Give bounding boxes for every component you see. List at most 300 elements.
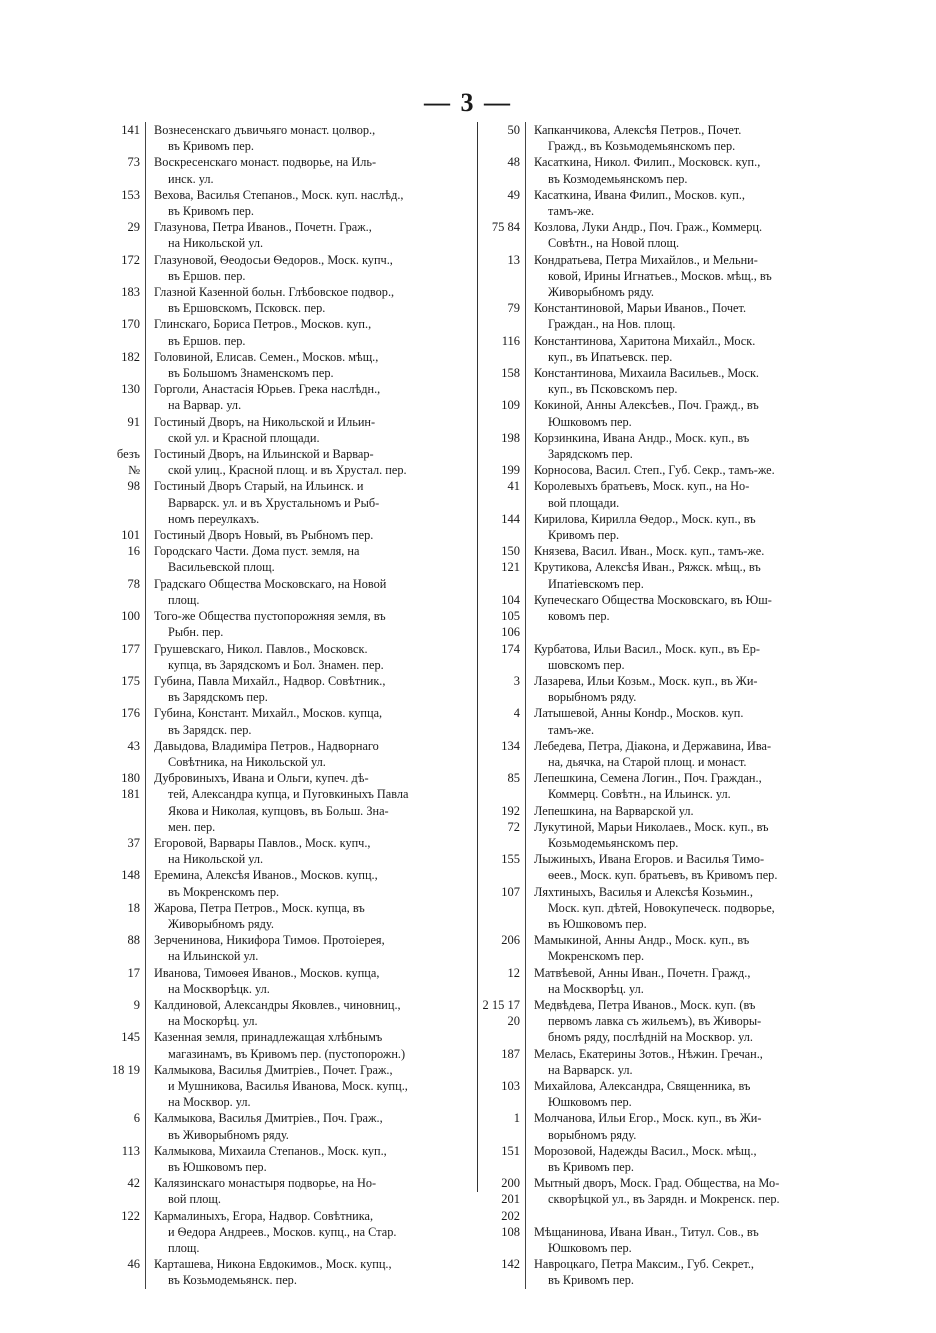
entry-line: Живорыбномъ ряду.: [168, 916, 274, 931]
entry-line: Егоровой, Варвары Павлов., Моск. купч.,: [154, 835, 371, 850]
entry-line: мен. пер.: [168, 819, 216, 834]
directory-entry: [482, 803, 852, 819]
entry-number: 37: [108, 835, 146, 867]
entry-text: [146, 1175, 473, 1207]
directory-entry: [108, 1110, 473, 1142]
entry-number: 85: [482, 770, 526, 802]
entry-text: [526, 997, 852, 1046]
entry-text: [146, 316, 473, 348]
entry-number: 91: [108, 414, 146, 446]
entry-number: 4: [482, 705, 526, 737]
entry-number: 199: [482, 462, 526, 478]
entry-number: 151: [482, 1143, 526, 1175]
entry-number: 98: [108, 478, 146, 527]
directory-entry: [482, 884, 852, 933]
entry-text: [146, 446, 473, 478]
entry-line: Лукутиной, Марьи Николаев., Моск. куп., въ: [534, 819, 769, 834]
entry-line: инск. ул.: [168, 171, 214, 186]
entry-line: вой площади.: [548, 495, 620, 510]
entry-number: 104 105 106: [482, 592, 526, 641]
entry-number: 192: [482, 803, 526, 819]
entry-text: [146, 543, 473, 575]
entry-text: [526, 154, 852, 186]
entry-line: на Ильинской ул.: [168, 949, 259, 964]
entry-number: 134: [482, 738, 526, 770]
entry-text: [146, 154, 473, 186]
directory-entry: [482, 430, 852, 462]
entry-number: 144: [482, 511, 526, 543]
entry-text: [526, 333, 852, 365]
entry-text: [526, 543, 852, 559]
entry-number: 29: [108, 219, 146, 251]
entry-number: 176: [108, 705, 146, 737]
entry-line: ворыбномъ ряду.: [548, 1127, 637, 1142]
directory-entry: [108, 1256, 473, 1288]
entry-line: магазинамъ, въ Кривомъ пер. (пустопорожн.): [168, 1046, 406, 1061]
entry-line: на, дьячка, на Старой площ. и монаст.: [548, 754, 747, 769]
entry-number: 148: [108, 867, 146, 899]
entry-text: [526, 397, 852, 429]
directory-entry: [482, 478, 852, 510]
entry-text: [146, 835, 473, 867]
directory-entry: [482, 1224, 852, 1256]
entry-number: 6: [108, 1110, 146, 1142]
directory-entry: [482, 1046, 852, 1078]
entry-line: первомъ лавка съ жильемъ), въ Живоры-: [548, 1014, 762, 1029]
entry-line: площ.: [168, 592, 200, 607]
entry-line: Еремина, Алексѣя Иванов., Москов. купц.,: [154, 868, 378, 883]
entry-line: на Москворѣцк. ул.: [168, 981, 270, 996]
entry-text: [526, 1078, 852, 1110]
entry-line: Калмыкова, Василья Дмитріев., Почет. Граж.,: [154, 1062, 393, 1077]
entry-text: [146, 965, 473, 997]
directory-entry: [482, 462, 852, 478]
directory-entry: [108, 1143, 473, 1175]
directory-entry: [482, 997, 852, 1046]
entry-line: Ипатіевскомъ пер.: [548, 576, 644, 591]
entry-line: Константинова, Харитона Михайл., Моск.: [534, 333, 756, 348]
entry-text: [526, 300, 852, 332]
entry-line: вой площ.: [168, 1192, 221, 1207]
entry-number: 41: [482, 478, 526, 510]
directory-entry: [108, 1062, 473, 1111]
entry-number: 145: [108, 1029, 146, 1061]
entry-text: [526, 559, 852, 591]
directory-entry: [108, 608, 473, 640]
entry-line: тамъ-же.: [548, 722, 595, 737]
entry-text: [526, 1143, 852, 1175]
entry-line: Глинскаго, Бориса Петров., Москов. куп.,: [154, 317, 372, 332]
entry-text: [146, 1029, 473, 1061]
directory-entry: [108, 527, 473, 543]
entry-line: номъ переулкахъ.: [168, 511, 260, 526]
entry-line: Мѣщанинова, Ивана Иван., Титул. Сов., въ: [534, 1224, 759, 1239]
directory-entry: [482, 397, 852, 429]
entry-line: скворѣцкой ул., въ Зарядн. и Мокренск. пер.: [548, 1192, 780, 1207]
entry-number: 18 19: [108, 1062, 146, 1111]
entry-line: купца, въ Зарядскомъ и Бол. Знамен. пер.: [168, 657, 384, 672]
entry-line: Зарядскомъ пер.: [548, 447, 633, 462]
entry-text: [146, 219, 473, 251]
directory-entry: [108, 446, 473, 478]
entry-line: Козьмодемьянскомъ пер.: [548, 835, 679, 850]
entry-line: ѳеев., Моск. куп. братьевъ, въ Кривомъ пер.: [548, 868, 778, 883]
directory-entry: [482, 932, 852, 964]
entry-text: [526, 430, 852, 462]
directory-entry: [108, 965, 473, 997]
column-divider: [477, 122, 478, 1192]
entry-number: 158: [482, 365, 526, 397]
entry-text: [526, 932, 852, 964]
entry-line: Рыбн. пер.: [168, 625, 224, 640]
entry-line: Варварск. ул. и въ Хрустальномъ и Рыб-: [168, 495, 380, 510]
entry-line: Кондратьева, Петра Михайлов., и Мельни-: [534, 252, 758, 267]
entry-line: Глазной Казенной больн. Глѣбовское подвор.,: [154, 285, 395, 300]
entry-line: Мытный дворъ, Моск. Град. Общества, на Мо-: [534, 1176, 780, 1191]
entry-line: Давыдова, Владиміра Петров., Надворнаго: [154, 738, 379, 753]
directory-entry: [482, 965, 852, 997]
entry-number: 107: [482, 884, 526, 933]
entry-number: 88: [108, 932, 146, 964]
entry-line: Грушевскаго, Никол. Павлов., Московск.: [154, 641, 368, 656]
entry-line: въ Мокренскомъ пер.: [168, 884, 280, 899]
directory-entry: [482, 1175, 852, 1224]
entry-line: Касаткина, Ивана Филип., Москов. куп.,: [534, 187, 745, 202]
directory-entry: [108, 997, 473, 1029]
entry-line: тей, Александра купца, и Пуговкиныхъ Павла: [168, 787, 409, 802]
entry-text: [526, 365, 852, 397]
entry-line: въ Козмодемьянскомъ пер.: [548, 171, 688, 186]
entry-line: Гостиный Дворъ Старый, на Ильинск. и: [154, 479, 364, 494]
entry-text: [526, 884, 852, 933]
entry-line: въ Ершов. пер.: [168, 333, 246, 348]
entry-text: [146, 867, 473, 899]
entry-text: [526, 592, 852, 641]
entry-number: 200 201 202: [482, 1175, 526, 1224]
entry-line: Кривомъ пер.: [548, 528, 620, 543]
entry-number: 187: [482, 1046, 526, 1078]
directory-entry: [482, 1110, 852, 1142]
entry-line: Купеческаго Общества Московскаго, въ Юш-: [534, 592, 772, 607]
entry-line: Глазунова, Петра Иванов., Почетн. Граж.,: [154, 220, 372, 235]
directory-entry: [108, 867, 473, 899]
entry-line: Латышевой, Анны Конdр., Москов. куп.: [534, 706, 744, 721]
entry-text: [526, 1224, 852, 1256]
entry-line: Юшковомъ пер.: [548, 1095, 632, 1110]
entry-line: Корносова, Васил. Степ., Губ. Секр., тамъ-же.: [534, 463, 775, 478]
entry-text: [526, 803, 852, 819]
entry-text: [146, 122, 473, 154]
directory-entry: [108, 219, 473, 251]
entry-line: Мамыкиной, Анны Андр., Моск. куп., въ: [534, 933, 750, 948]
entry-number: 198: [482, 430, 526, 462]
entry-text: [146, 673, 473, 705]
entry-number: 103: [482, 1078, 526, 1110]
entry-number: 43: [108, 738, 146, 770]
entry-text: [526, 673, 852, 705]
entry-text: [146, 900, 473, 932]
entry-line: Гражд., въ Козьмодемьянскомъ пер.: [548, 139, 736, 154]
directory-entry: [482, 851, 852, 883]
entry-number: 175: [108, 673, 146, 705]
entry-line: Матвѣевой, Анны Иван., Почетн. Гражд.,: [534, 965, 751, 980]
directory-entry: [482, 705, 852, 737]
entry-line: Лыжиныхъ, Ивана Егоров. и Василья Тимо-: [534, 852, 765, 867]
entry-number: 72: [482, 819, 526, 851]
entry-line: Васильевской площ.: [168, 560, 275, 575]
entry-line: и Мушникова, Василья Иванова, Моск. купц.,: [168, 1078, 408, 1093]
entry-number: 150: [482, 543, 526, 559]
entry-number: 130: [108, 381, 146, 413]
directory-entry: [482, 187, 852, 219]
entry-line: Жарова, Петра Петров., Моск. купца, въ: [154, 900, 365, 915]
entry-text: [526, 1175, 852, 1224]
entry-line: Козлова, Луки Андр., Поч. Граж., Коммерц.: [534, 220, 763, 235]
entry-number: 180 181: [108, 770, 146, 835]
entry-text: [526, 1256, 852, 1288]
entry-line: тамъ-же.: [548, 204, 595, 219]
entry-number: 17: [108, 965, 146, 997]
directory-entry: [108, 673, 473, 705]
entry-line: Князева, Васил. Иван., Моск. куп., тамъ-же.: [534, 544, 765, 559]
entry-number: 18: [108, 900, 146, 932]
entry-line: ворыбномъ ряду.: [548, 690, 637, 705]
directory-entry: [482, 219, 852, 251]
entry-line: Губина, Павла Михайл., Надвор. Совѣтник.,: [154, 673, 386, 688]
entry-line: Кирилова, Кирилла Ѳедор., Моск. куп., въ: [534, 511, 756, 526]
directory-entry: [108, 414, 473, 446]
entry-text: [526, 1046, 852, 1078]
entry-text: [146, 932, 473, 964]
directory-entry: [482, 770, 852, 802]
entry-text: [146, 738, 473, 770]
directory-entry: [108, 641, 473, 673]
entry-number: безъ №: [108, 446, 146, 478]
directory-entry: [108, 478, 473, 527]
entry-number: 121: [482, 559, 526, 591]
directory-entry: [108, 1029, 473, 1061]
entry-text: [526, 819, 852, 851]
entry-line: Лепешкина, на Варварской ул.: [534, 803, 694, 818]
entry-line: Воскресенскаго монаст. подворье, на Иль-: [154, 155, 377, 170]
entry-line: на Москорѣц. ул.: [168, 1014, 258, 1029]
entry-line: Лепешкина, Семена Логин., Поч. Граждан.,: [534, 771, 762, 786]
entry-line: Морозовой, Надежды Васил., Моск. мѣщ.,: [534, 1143, 757, 1158]
directory-entry: [108, 316, 473, 348]
entry-line: Гостиный Дворъ, на Никольской и Ильин-: [154, 414, 376, 429]
entry-number: 174: [482, 641, 526, 673]
entry-text: [146, 641, 473, 673]
entry-line: Карташева, Никона Евдокимов., Моск. купц.,: [154, 1257, 392, 1272]
entry-line: Михайлова, Александра, Священника, въ: [534, 1078, 751, 1093]
entry-number: 48: [482, 154, 526, 186]
directory-entry: [482, 543, 852, 559]
entry-text: [146, 527, 473, 543]
entry-line: куп., въ Псковскомъ пер.: [548, 382, 678, 397]
entry-text: [146, 997, 473, 1029]
entry-line: Совѣтн., на Новой площ.: [548, 236, 680, 251]
entry-number: 3: [482, 673, 526, 705]
entry-text: [146, 1256, 473, 1288]
directory-entry: [108, 1175, 473, 1207]
directory-entry: [108, 705, 473, 737]
directory-entry: [108, 932, 473, 964]
entry-line: Градскаго Общества Московскаго, на Новой: [154, 576, 387, 591]
entry-line: Лебедева, Петра, Діакона, и Державина, Ива-: [534, 738, 772, 753]
entry-line: Константиновой, Марьи Иванов., Почет.: [534, 301, 747, 316]
entry-line: Граждан., на Нов. площ.: [548, 317, 676, 332]
entry-number: 183: [108, 284, 146, 316]
entry-text: [526, 705, 852, 737]
entry-number: 75 84: [482, 219, 526, 251]
entry-text: [146, 252, 473, 284]
entry-line: на Варварск. ул.: [548, 1062, 633, 1077]
entry-text: [526, 738, 852, 770]
directory-entry: [108, 738, 473, 770]
entry-text: [146, 1143, 473, 1175]
entry-text: [146, 284, 473, 316]
entry-line: Головиной, Елисав. Семен., Москов. мѣщ.,: [154, 349, 379, 364]
entry-line: Корзинкина, Ивана Андр., Моск. куп., въ: [534, 430, 750, 445]
directory-entry: [108, 187, 473, 219]
directory-entry: [108, 381, 473, 413]
entry-text: [526, 219, 852, 251]
entry-line: Дубровиныхъ, Ивана и Ольги, купеч. дѣ-: [154, 771, 369, 786]
entry-number: 155: [482, 851, 526, 883]
entry-line: въ Зарядскомъ пер.: [168, 690, 268, 705]
entry-line: Калязинскаго монастыря подворье, на Но-: [154, 1176, 377, 1191]
entry-line: Вознесенскаго дъвичьяго монаст. цолвор.,: [154, 123, 376, 137]
entry-text: [146, 187, 473, 219]
entry-number: 113: [108, 1143, 146, 1175]
entry-line: въ Козьмодемьянск. пер.: [168, 1273, 297, 1288]
entry-line: Городскаго Части. Дома пуст. земля, на: [154, 544, 360, 559]
entry-line: Крутикова, Алексѣя Иван., Ряжск. мѣщ., въ: [534, 560, 761, 575]
entry-line: Мелась, Екатерины Зотов., Нѣжин. Гречан.,: [534, 1046, 763, 1061]
entry-number: 170: [108, 316, 146, 348]
entry-number: 116: [482, 333, 526, 365]
entry-line: Зерченинова, Никифора Тимоѳ. Протоіерея,: [154, 933, 385, 948]
entry-line: ковой, Ирины Игнатьев., Москов. мѣщ., въ: [548, 268, 772, 283]
entry-line: Живорыбномъ ряду.: [548, 285, 654, 300]
entry-text: [146, 381, 473, 413]
entry-line: на Никольской ул.: [168, 852, 264, 867]
entry-number: 9: [108, 997, 146, 1029]
entry-line: Коммерц. Совѣтн., на Ильинск. ул.: [548, 787, 731, 802]
entry-number: 101: [108, 527, 146, 543]
entry-number: 42: [108, 1175, 146, 1207]
entry-text: [146, 705, 473, 737]
entry-text: [526, 122, 852, 154]
entry-number: 78: [108, 576, 146, 608]
entry-line: Калмыкова, Михаила Степанов., Моск. куп.,: [154, 1143, 387, 1158]
entry-line: Глазуновой, Ѳеодосьи Ѳедоров., Моск. купч.,: [154, 252, 393, 267]
entry-text: [526, 187, 852, 219]
entry-line: Юшковомъ пер.: [548, 1241, 632, 1256]
entry-number: 46: [108, 1256, 146, 1288]
directory-entry: [482, 1256, 852, 1288]
entry-line: въ Кривомъ пер.: [168, 139, 254, 154]
directory-entry: [482, 738, 852, 770]
directory-entry: [482, 1078, 852, 1110]
directory-entry: [482, 819, 852, 851]
entry-number: 12: [482, 965, 526, 997]
entry-text: [146, 1110, 473, 1142]
directory-entry: [482, 122, 852, 154]
entry-text: [146, 349, 473, 381]
entry-line: въ Юшковомъ пер.: [168, 1160, 267, 1174]
entry-line: Губина, Констант. Михайл., Москов. купца,: [154, 706, 383, 721]
entry-number: 206: [482, 932, 526, 964]
entry-text: [526, 1110, 852, 1142]
entry-number: 49: [482, 187, 526, 219]
entry-line: Кокиной, Анны Алексѣев., Поч. Гражд., въ: [534, 398, 759, 413]
entry-line: Горголи, Анастасія Юрьев. Грека наслѣдн.,: [154, 382, 381, 397]
directory-entry: [482, 559, 852, 591]
entry-line: и Ѳедора Андреев., Москов. купц., на Стар.: [168, 1224, 397, 1239]
entry-line: въ Кривомъ пер.: [548, 1273, 634, 1288]
entry-text: [526, 770, 852, 802]
entry-text: [146, 478, 473, 527]
entry-number: 50: [482, 122, 526, 154]
entry-line: Казенная земля, принадлежащая хлѣбнымъ: [154, 1030, 383, 1045]
entry-line: Калмыкова, Василья Дмитріев., Поч. Граж.,: [154, 1111, 383, 1126]
entry-line: Мокренскомъ пер.: [548, 949, 645, 964]
entry-text: [146, 414, 473, 446]
right-column: [482, 122, 852, 1289]
entry-line: въ Живорыбномъ ряду.: [168, 1127, 289, 1142]
entry-line: въ Кривомъ пер.: [548, 1160, 634, 1174]
entry-text: [146, 1208, 473, 1257]
entry-text: [146, 770, 473, 835]
entry-number: 108: [482, 1224, 526, 1256]
directory-entry: [482, 154, 852, 186]
entry-line: ской улиц., Красной площ. и въ Хрустал. пер.: [168, 463, 407, 478]
entry-line: въ Зарядск. пер.: [168, 722, 252, 737]
entry-line: Молчанова, Ильи Егор., Моск. куп., въ Жи-: [534, 1111, 762, 1126]
directory-entry: [482, 592, 852, 641]
entry-line: Лазарева, Ильи Козьм., Моск. куп., въ Жи-: [534, 673, 758, 688]
entry-line: Якова и Николая, купцовъ, въ Больш. Зна-: [168, 803, 389, 818]
entry-text: [526, 462, 852, 478]
entry-line: Юшковомъ пер.: [548, 414, 632, 429]
entry-line: Константинова, Михаила Васильев., Моск.: [534, 366, 760, 381]
entry-line: ковомъ пер.: [548, 609, 610, 624]
entry-line: Ляхтиныхъ, Василья и Алексѣя Козьмин.,: [534, 884, 753, 899]
entry-number: 182: [108, 349, 146, 381]
directory-entry: [108, 543, 473, 575]
entry-line: ской ул. и Красной площади.: [168, 430, 320, 445]
entry-text: [146, 576, 473, 608]
directory-entry: [108, 154, 473, 186]
entry-number: 172: [108, 252, 146, 284]
entry-line: на Москворѣц. ул.: [548, 981, 644, 996]
entry-line: Моск. куп. дѣтей, Новокупеческ. подворье,: [548, 900, 775, 915]
directory-entry: [108, 284, 473, 316]
entry-text: [146, 1062, 473, 1111]
entry-line: на Варвар. ул.: [168, 398, 242, 413]
page-number: — 3 —: [424, 88, 512, 117]
directory-entry: [108, 252, 473, 284]
directory-entry: [108, 770, 473, 835]
entry-number: 109: [482, 397, 526, 429]
entry-line: въ Ершовскомъ, Псковск. пер.: [168, 301, 326, 316]
entry-line: Капканчикова, Алексѣя Петров., Почет.: [534, 123, 742, 137]
entry-number: 1: [482, 1110, 526, 1142]
entry-line: Того-же Общества пустопорожняя земля, въ: [154, 609, 386, 624]
entry-number: 2 15 17 20: [482, 997, 526, 1046]
entry-line: Гостиный Дворъ, на Ильинской и Варвар-: [154, 447, 374, 462]
